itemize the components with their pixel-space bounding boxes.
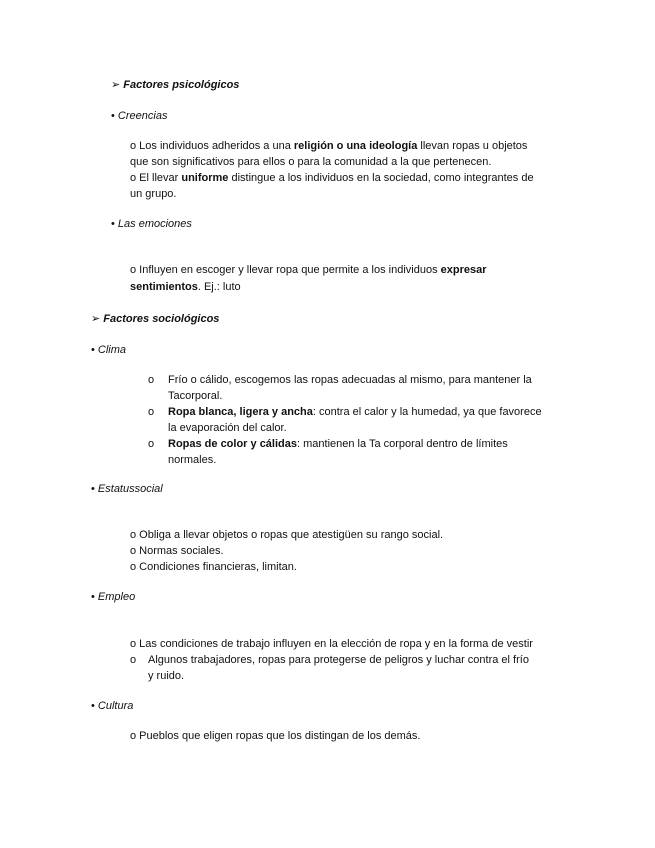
list-item: Algunos trabajadores, ropas para protegerse de peligros y luchar contra el frío	[148, 654, 529, 666]
paragraph-line: o Pueblos que eligen ropas que los distingan de los demás.	[130, 730, 421, 742]
arrow-bullet-icon: ➢	[91, 313, 101, 325]
paragraph-line: o Obliga a llevar objetos o ropas que atestigüen su rango social.	[130, 529, 444, 541]
list-item: Ropa blanca, ligera y ancha: contra el calor y la humedad, ya que favorece	[168, 406, 542, 418]
paragraph-line: o Las condiciones de trabajo influyen en la elección de ropa y en la forma de vestir	[130, 638, 533, 650]
list-item: Ropas de color y cálidas: mantienen la Ta corporal dentro de límites	[168, 438, 508, 450]
bullet-icon: •	[111, 218, 115, 230]
paragraph-line: o Influyen en escoger y llevar ropa que permite a los individuos expresar	[130, 264, 487, 276]
paragraph-line: sentimientos. Ej.: luto	[130, 281, 241, 293]
paragraph-line: que son significativos para ellos o para la comunidad a la que pertenecen.	[130, 156, 492, 168]
paragraph-line: o El llevar uniforme distingue a los individuos en la sociedad, como integrantes de	[130, 172, 534, 184]
list-marker: o	[130, 654, 137, 666]
list-item: y ruido.	[148, 670, 185, 682]
paragraph-line: o Condiciones financieras, limitan.	[130, 561, 297, 573]
subheading-clima: • Clima	[91, 344, 127, 356]
bullet-icon: •	[111, 110, 115, 122]
list-item: Tacorporal.	[168, 390, 223, 402]
subheading-empleo: • Empleo	[91, 591, 136, 603]
bullet-icon: •	[91, 344, 95, 356]
subheading-estatus-social: • Estatussocial	[91, 483, 163, 495]
subheading-emociones: • Las emociones	[111, 218, 192, 230]
list-marker: o	[148, 374, 155, 386]
list-marker: o	[148, 406, 155, 418]
subheading-creencias: • Creencias	[111, 110, 168, 122]
list-item: Frío o cálido, escogemos las ropas adecuadas al mismo, para mantener la	[168, 374, 532, 386]
list-item: la evaporación del calor.	[168, 422, 287, 434]
heading-factores-sociologicos: ➢ Factores sociológicos	[91, 313, 220, 325]
bullet-icon: •	[91, 483, 95, 495]
paragraph-line: o Normas sociales.	[130, 545, 224, 557]
arrow-bullet-icon: ➢	[111, 79, 121, 91]
list-item: normales.	[168, 454, 217, 466]
subheading-cultura: • Cultura	[91, 700, 134, 712]
list-marker: o	[148, 438, 155, 450]
paragraph-line: o Los individuos adheridos a una religión o una ideología llevan ropas u objetos	[130, 140, 528, 152]
bullet-icon: •	[91, 700, 95, 712]
paragraph-line: un grupo.	[130, 188, 177, 200]
bullet-icon: •	[91, 591, 95, 603]
heading-factores-psicologicos: ➢ Factores psicológicos	[111, 79, 240, 91]
